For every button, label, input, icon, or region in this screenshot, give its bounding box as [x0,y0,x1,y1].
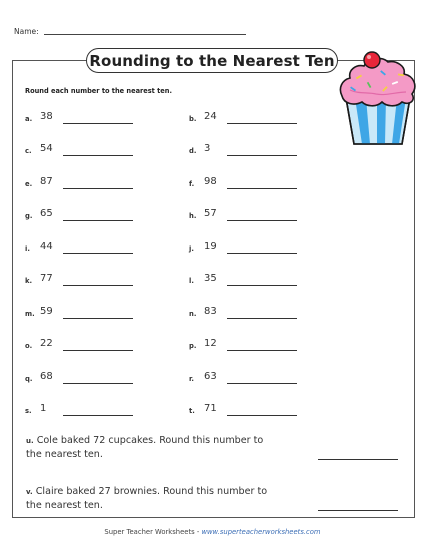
answer-line[interactable] [227,415,297,416]
problem-letter: s. [25,407,32,415]
problem-letter: f. [189,180,195,188]
problem-letter: b. [189,115,197,123]
problem-letter: t. [189,407,195,415]
problem-letter: j. [189,245,194,253]
answer-line[interactable] [227,188,297,189]
problem-letter: i. [25,245,30,253]
answer-line[interactable] [63,253,133,254]
cupcake-icon [336,48,420,148]
problem-letter: m. [25,310,35,318]
answer-line[interactable] [227,155,297,156]
problem-number: 54 [40,143,53,154]
problem-letter: q. [25,375,33,383]
problem-number: 12 [204,338,217,349]
answer-line[interactable] [63,155,133,156]
answer-line[interactable] [63,123,133,124]
answer-line[interactable] [227,350,297,351]
problem-letter: g. [25,212,33,220]
problem-number: 57 [204,208,217,219]
instructions: Round each number to the nearest ten. [25,87,172,95]
problem-letter: l. [189,277,194,285]
problem-letter: d. [189,147,197,155]
answer-line[interactable] [63,188,133,189]
problem-number: 68 [40,371,53,382]
answer-line[interactable] [227,383,297,384]
word-problem-text-line1: Claire baked 27 brownies. Round this number to [35,486,268,497]
problem-letter: c. [25,147,32,155]
footer-brand: Super Teacher Worksheets [104,528,195,536]
problem-letter: e. [25,180,33,188]
problem-letter: n. [189,310,197,318]
footer [0,528,425,536]
problem-number: 3 [204,143,211,154]
answer-line[interactable] [63,415,133,416]
problem-number: 19 [204,241,217,252]
answer-line[interactable] [227,285,297,286]
answer-line[interactable] [63,318,133,319]
word-problem-text-line2: the nearest ten. [26,500,103,511]
word-problem-letter: v. [26,488,33,496]
answer-line[interactable] [227,253,297,254]
problem-number: 71 [204,403,217,414]
worksheet-title: Rounding to the Nearest Ten [86,48,338,73]
problem-number: 98 [204,176,217,187]
problem-number: 63 [204,371,217,382]
answer-line[interactable] [63,285,133,286]
problem-number: 77 [40,273,53,284]
problem-letter: p. [189,342,197,350]
problem-number: 38 [40,111,53,122]
footer-link[interactable]: www.superteacherworksheets.com [201,528,321,536]
problem-number: 87 [40,176,53,187]
answer-line[interactable] [227,123,297,124]
word-problem-text-line2: the nearest ten. [26,449,103,460]
problem-number: 22 [40,338,53,349]
problem-letter: h. [189,212,197,220]
answer-line[interactable] [227,318,297,319]
answer-line[interactable] [227,220,297,221]
word-problem-u [26,434,263,461]
problem-number: 59 [40,306,53,317]
word-problem-letter: u. [26,437,34,445]
answer-line[interactable] [318,459,398,460]
name-field[interactable] [44,34,246,35]
problem-number: 65 [40,208,53,219]
problem-number: 24 [204,111,217,122]
answer-line[interactable] [63,220,133,221]
problem-letter: k. [25,277,33,285]
answer-line[interactable] [63,350,133,351]
problem-number: 83 [204,306,217,317]
problem-letter: a. [25,115,33,123]
footer-separator: - [194,528,202,536]
answer-line[interactable] [63,383,133,384]
answer-line[interactable] [318,510,398,511]
name-label: Name: [14,27,39,36]
word-problem-v [26,485,267,512]
problem-letter: o. [25,342,33,350]
problem-letter: r. [189,375,194,383]
problem-number: 35 [204,273,217,284]
problem-number: 44 [40,241,53,252]
word-problem-text-line1: Cole baked 72 cupcakes. Round this number to [36,435,264,446]
problem-number: 1 [40,403,47,414]
